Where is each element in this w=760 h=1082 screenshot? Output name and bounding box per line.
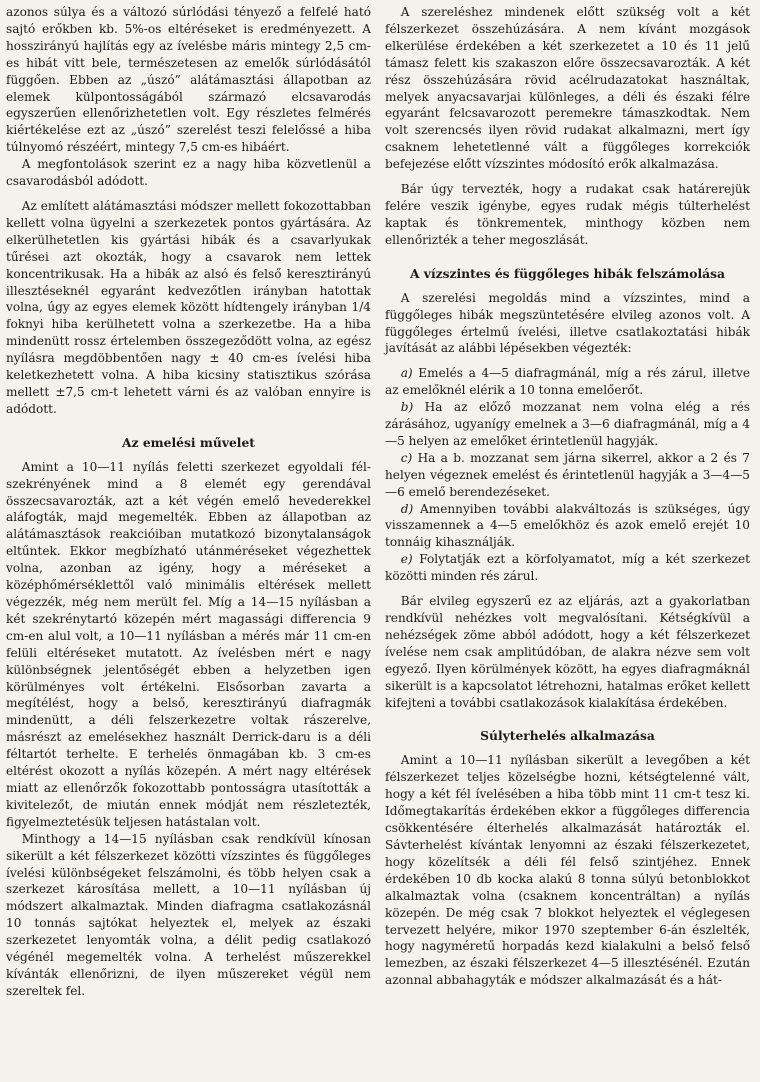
list-marker: e) xyxy=(400,552,413,567)
list-marker: d) xyxy=(400,501,414,516)
list-item xyxy=(385,365,750,399)
list-marker: c) xyxy=(400,450,413,465)
paragraph: A megfontolások szerint ez a nagy hiba közvetlenül a csavarodásból adódott. xyxy=(6,157,371,189)
paragraph: A szerelési megoldás mind a vízszintes, mind a függőleges hibák megszüntetésére elvileg azonos volt. A függőleges értelmű ívelési, illetve csatlakoztatási hibák javítását az alábbi lépésekben végezték: xyxy=(385,290,750,356)
list-text: Amennyiben további alakváltozás is szükséges, úgy visszamennek a 4—5 emelőkhöz és azok emelő erejét 10 tonnáig kihasználják. xyxy=(385,501,750,550)
list-text: Emelés a 4—5 diafragmánál, míg a rés zárul, illetve az emelőknél elérik a 10 tonna emelőerőt. xyxy=(385,366,750,398)
paragraph: Bár úgy tervezték, hogy a rudakat csak határerejük felére veszik igénybe, egyes rudak mégis túlterhelést kaptak és tönkrementek, minthogy közben nem ellenőrizték a teher megoszlását. xyxy=(385,182,750,247)
list-item xyxy=(385,399,750,450)
list-text: Folytatják ezt a körfolyamatot, míg a két szerkezet közötti minden rés zárul. xyxy=(385,552,750,584)
list-marker: a) xyxy=(400,366,413,381)
section-heading: A vízszintes és függőleges hibák felszámolása xyxy=(409,265,725,281)
section-heading: Az emelési művelet xyxy=(122,434,255,450)
list-item xyxy=(385,501,750,552)
list-marker: b) xyxy=(400,400,414,415)
paragraph: Az említett alátámasztási módszer mellett fokozottabban kellett volna ügyelni a szerkezetek pontos gyártására. Az elkerülhetetlen kis gyártási hibák és a csavarlyukak tűrései azt okozták, hogy a csavarok nem lettek koncentrikusak. Ha a hibák az alsó és felső keresztirányú illesztéseknél egyaránt kedvezőtlen irányban hatottak volna, úgy az egyes elemek között hídtengely irányban 1/4 foknyi hiba kerülhetett volna a szerkezetbe. Ha a hiba mindenütt rossz értelemben összegeződött volna, az egész nyílásra megdöbbentően nagy ± 40 cm-es ívelési hiba keletkezhetett volna. A hiba kicsiny statisztikus szórása mellett ±7,5 cm-t lehetett várni és az valóban ennyire is adódott. xyxy=(6,198,371,416)
paragraph: A szereléshez mindenek előtt szükség volt a két félszerkezet összehúzására. A nem kívánt mozgások elkerülése érdekében a két szerkezetet a 10 és 11 jelű támasz felett kis szakaszon előre összecsavarozták. A két rész összehúzására rövid acélrudazatokat használtak, melyek anyacsavarjai különleges, a déli és északi félre egyaránt felcsavarozott peremekre támaszkodtak. Nem volt szerencsés ilyen rövid rudakat alkalmazni, mert így csaknem lehetetlenné vált a függőleges korrekciók befejezése előtt vízszintes módosító erők alkalmazása. xyxy=(385,5,750,172)
section-heading: Súlyterhelés alkalmazása xyxy=(480,728,655,744)
left-column xyxy=(6,4,371,1082)
list-item xyxy=(385,551,750,585)
paragraph: Amint a 10—11 nyílás feletti szerkezet egyoldali fél-szekrényének mind a 8 elemét egy gerendával összecsavarozták, azt a két végén emelő hevederekkel aláfogták, majd megemelték. Ebben az állapotban az alátámasztások reakcióiban mutatkozó bizonytalanságok eltűntek. Ekkor megbízható utánméréseket végezhettek volna, azonban az igény, hogy a méréseket a középhőmérséklettől való minimális eltérések mellett végezzék, még nem merült fel. Míg a 14—15 nyílásban a két szekrénytartó közepén mért magassági differencia 9 cm-en alul volt, a 10—11 nyílásban a mérés már 11 cm-en felüli eltéréseket mutatott. Az ívelésben mért e nagy különbségnek jelentőségét ebben a helyzetben igen körülményes volt értékelni. Elsősorban zavarta a megítélést, hogy a belső, keresztirányú diafragmák mindenütt, a déli felszerkezetre voltak rászerelve, másrészt az emelésekhez használt Derrick-daru is a déli féltartót terhelte. E terhelés önmagában kb. 3 cm-es eltérést okozott a nyílás közepén. A mért nagy eltérések miatt az ellenőrzők fokozottabb pontosságra utasították a kivitelezőt, de miután ennek módját nem részletezték, figyelmeztetésük teljesen hatástalan volt. xyxy=(6,459,371,829)
list-text: Ha a b. mozzanat sem járna sikerrel, akkor a 2 és 7 helyen végeznek emelést és érintetlenül hagyják a 3—4—5—6 emelő berendezéseket. xyxy=(385,450,750,499)
list-item xyxy=(385,450,750,501)
paragraph: Minthogy a 14—15 nyílásban csak rendkívül kínosan sikerült a két félszerkezet közötti vízszintes és függőleges ívelési különbségeket felszámolni, és több helyen csak a szerkezet károsítása mellett, a 10—11 nyílásban új módszert alkalmaztak. Minden diafragma csatlakozásnál 10 tonnás sajtókat helyeztek el, melyek az északi szerkezetet lenyomták volna, a délit pedig csatlakozó végénél megemelték volna. A terhelést műszerekkel kívánták ellenőrizni, de ilyen műszereket végül nem szereltek fel. xyxy=(6,831,371,998)
right-column xyxy=(385,4,750,1082)
paragraph: Bár elvileg egyszerű ez az eljárás, azt a gyakorlatban rendkívül nehézkes volt megvalósítani. Kétségkívül a nehézségek zöme abból adódott, hogy a két félszerkezet ívelése nem csak amplitúdóban, de alakra nézve sem volt egyező. Ilyen körülmények között, ha egyes diafragmáknál sikerült is a kapcsolatot létrehozni, hatalmas erőket kellett kifejteni a további csatlakozások kialakítása érdekében. xyxy=(385,594,750,710)
list-text: Ha az előző mozzanat nem volna elég a rés zárásához, ugyanígy emelnek a 3—6 diafragmánál, míg a 4—5 helyen az emelőket érintetlenül hagyják. xyxy=(385,400,750,448)
paragraph: Amint a 10—11 nyílásban sikerült a levegőben a két félszerkezet teljes közelségbe hozni, kétségtelenné vált, hogy a két fél ívelésében a hiba több mint 11 cm-t tesz ki. Időmegtakarítás érdekében ekkor a függőleges differencia csökkentésére élterhelés alkalmazását határozták el. Sávterhelést kívántak lenyomni az északi félszerkezetet, hogy közelítsék a déli fél felső szintjéhez. Ennek érdekében 10 db kocka alakú 8 tonna súlyú betonblokkot alkalmaztak volna (csaknem koncentráltan) a nyílás közepén. De még csak 7 blokkot helyeztek el véglegesen tervezett helyére, mikor 1970 szeptember 6-án észlelték, hogy nagyméretű horpadás kezd kialakulni a belső felső lemezben, az északi félszerkezet 4—5 illesztésénél. Ezután azonnal abbahagyták e módszer alkalmazását és a hát- xyxy=(385,753,750,988)
paragraph: azonos súlya és a változó súrlódási tényező a felfelé ható sajtó erőkben kb. 5%-os eltéréseket is eredményezett. A hosszirányú hajlítás egy az ívelésbe máris mintegy 2,5 cm-es hibát vitt bele, természetesen az emelők súrlódásától függően. Ebben az „úszó” alátámasztási állapotban az elemek külpontosságából származó elcsavarodás egyszerűen ellenőrizhetetlen volt. Egy részletes felmérés kiértékelése ezt az „úszó” szerelést teszi felelőssé a hiba túlnyomó részéért, mintegy 7,5 cm-es hibáért. xyxy=(6,5,371,155)
